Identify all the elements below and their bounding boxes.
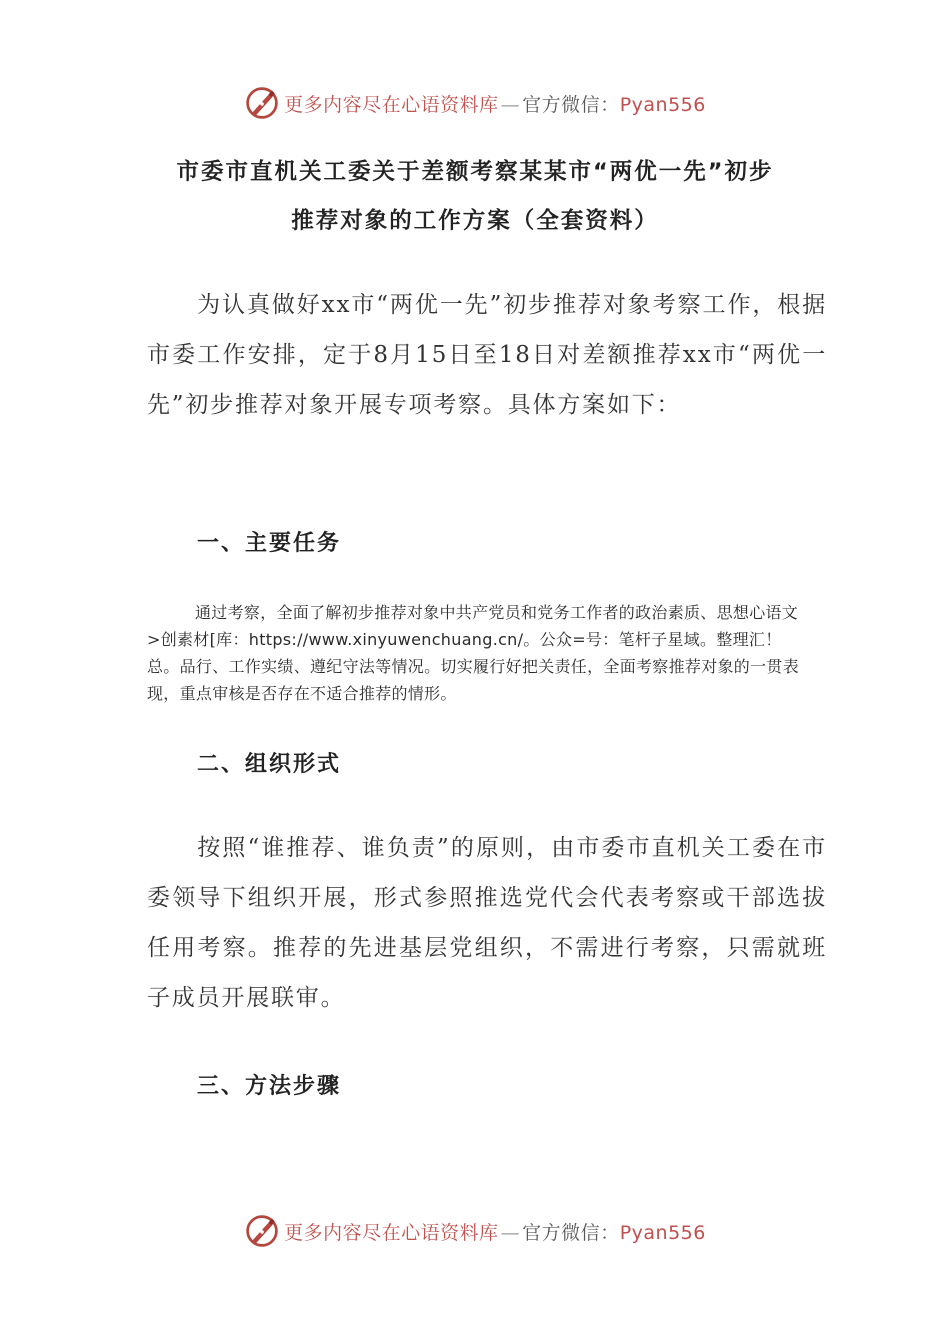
- intro-paragraph: [147, 280, 827, 430]
- section2-paragraph: [147, 823, 827, 1023]
- section2-text: 按照“谁推荐、谁负责”的原则，由市委市直机关工委在市委领导下组织开展，形式参照推选党代会代表考察或干部选拔任用考察。推荐的先进基层党组织，不需进行考察，只需就班子成员开展联审。: [147, 835, 827, 1011]
- section1-text-b: 。公众=号：笔杆子星域。整理汇！总。品行、工作实绩、遵纪守法等情况。切实履行好把关责任，全面考察推荐对象的一贯表现，重点审核是否存在不适合推荐的情形。: [147, 630, 800, 703]
- banner-official-label: 官方微信：: [522, 1221, 620, 1244]
- section1-paragraph: [147, 599, 807, 707]
- footer-banner: [0, 1211, 950, 1251]
- section1-heading: 一、主要任务: [197, 531, 342, 556]
- header-banner: [0, 83, 950, 123]
- banner-wechat-id: Pyan556: [619, 93, 706, 116]
- section3-heading: 三、方法步骤: [197, 1074, 342, 1099]
- banner-dash: —: [500, 1221, 521, 1244]
- banner-official-label: 官方微信：: [522, 93, 620, 116]
- section1-text-a: 通过考察，全面了解初步推荐对象中共产党员和党务工作者的政治素质、思想心语文>创素材[库：: [147, 603, 799, 649]
- pen-logo-icon: [244, 85, 280, 121]
- banner-main-text: 更多内容尽在心语资料库: [284, 1221, 499, 1244]
- document-title-line1: 市委市直机关工委关于差额考察某某市“两优一先”初步: [176, 159, 774, 185]
- banner-text: [284, 90, 706, 117]
- intro-text: 为认真做好xx市“两优一先”初步推荐对象考察工作，根据市委工作安排，定于8月15日至18日对差额推荐xx市“两优一先”初步推荐对象开展专项考察。具体方案如下：: [147, 292, 827, 418]
- pen-logo-icon: [244, 1213, 280, 1249]
- document-title-line2: 推荐对象的工作方案（全套资料）: [291, 208, 659, 234]
- section2-heading: 二、组织形式: [197, 752, 342, 777]
- banner-wechat-id: Pyan556: [619, 1221, 706, 1244]
- banner-text: [284, 1218, 706, 1245]
- section1-url: https://www.xinyuwenchuang.cn/: [248, 630, 524, 649]
- banner-dash: —: [500, 93, 521, 116]
- banner-main-text: 更多内容尽在心语资料库: [284, 93, 499, 116]
